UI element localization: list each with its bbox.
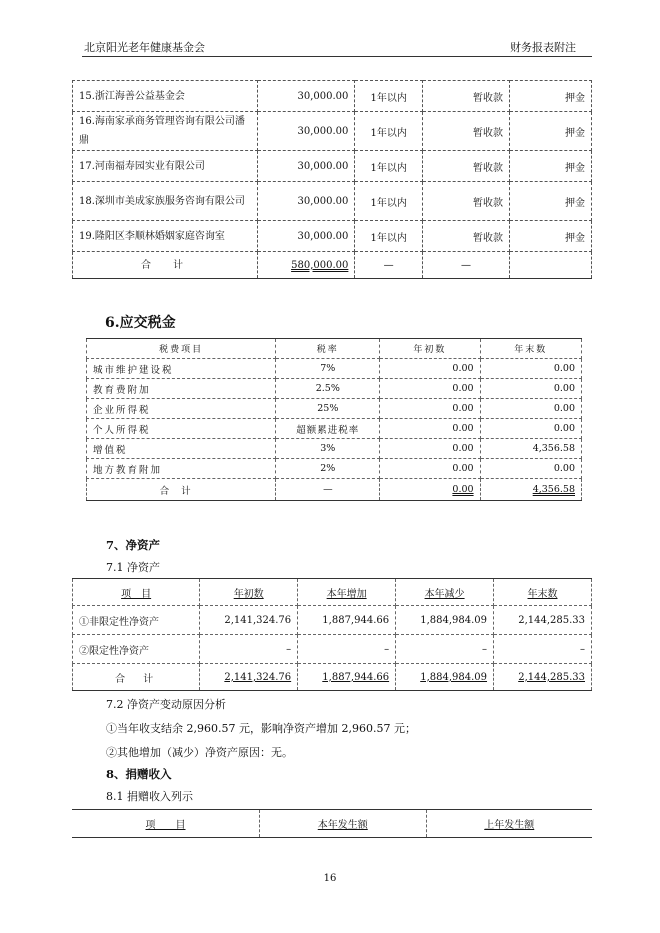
- receivable-type: 暂收款: [422, 182, 509, 221]
- column-header: [426, 810, 592, 838]
- net-asset-increase: 1,887,944.66: [298, 606, 396, 635]
- receivable-term: 1年以内: [355, 151, 423, 182]
- receivable-name: 18.深圳市美成家族服务咨询有限公司: [73, 182, 258, 221]
- header-divider: [82, 56, 592, 57]
- tax-total-end: 4,356.58: [480, 479, 581, 501]
- column-header: [72, 810, 260, 838]
- receivable-name: 19.隆阳区李顺林婚姻家庭咨询室: [73, 221, 258, 252]
- table-row: [87, 399, 582, 419]
- column-header-text: 本年减少: [424, 588, 465, 600]
- tax-end: 4,356.58: [480, 439, 581, 459]
- column-header: [494, 579, 592, 606]
- section-title-donations: 8、捐赠收入: [106, 767, 172, 781]
- column-header: 年末数: [480, 339, 581, 359]
- receivable-type: 暂收款: [422, 112, 509, 151]
- tax-total-label: 合计: [87, 479, 276, 501]
- table-row: [87, 379, 582, 399]
- tax-rate: 7%: [276, 359, 380, 379]
- tax-rate: 2.5%: [276, 379, 380, 399]
- column-header: 年初数: [380, 339, 480, 359]
- net-asset-total-end: 2,144,285.33: [494, 664, 592, 691]
- table-total-row: [87, 479, 582, 501]
- tax-rate: 超额累进税率: [276, 419, 380, 439]
- total-amount: 580,000.00: [257, 252, 354, 279]
- column-header-text: 本年增加: [326, 588, 367, 600]
- receivable-type: 暂收款: [422, 151, 509, 182]
- tax-item: 企业所得税: [87, 399, 276, 419]
- receivable-term: 1年以内: [355, 182, 423, 221]
- net-asset-begin: 2,141,324.76: [200, 606, 298, 635]
- column-header-text: 年初数: [233, 588, 264, 600]
- net-asset-end: 2,144,285.33: [494, 606, 592, 635]
- tax-rate: 25%: [276, 399, 380, 419]
- receivables-table: [72, 80, 592, 279]
- column-header-text: 项 目: [145, 820, 186, 831]
- receivable-amount: 30,000.00: [257, 182, 354, 221]
- table-row: [87, 419, 582, 439]
- tax-begin: 0.00: [380, 359, 480, 379]
- table-row: [73, 182, 592, 221]
- subsection-title-net-assets: 7.1 净资产: [106, 561, 160, 574]
- total-term: —: [355, 252, 423, 279]
- table-row: [73, 606, 592, 635]
- taxes-table: [86, 338, 582, 501]
- tax-total-rate: —: [276, 479, 380, 501]
- table-row: [73, 151, 592, 182]
- table-row: [73, 221, 592, 252]
- column-header: [73, 579, 200, 606]
- table-row: [73, 81, 592, 112]
- tax-item: 增值税: [87, 439, 276, 459]
- net-asset-increase: –: [298, 635, 396, 664]
- tax-begin: 0.00: [380, 379, 480, 399]
- tax-begin: 0.00: [380, 459, 480, 479]
- net-asset-item: ①非限定性净资产: [73, 606, 200, 635]
- receivable-term: 1年以内: [355, 112, 423, 151]
- section-title-taxes: 6.应交税金: [105, 315, 176, 331]
- table-row: [73, 635, 592, 664]
- analysis-item-2: ②其他增加（减少）净资产原因：无。: [106, 746, 293, 759]
- receivable-amount: 30,000.00: [257, 112, 354, 151]
- table-row: [87, 439, 582, 459]
- tax-rate: 2%: [276, 459, 380, 479]
- tax-end: 0.00: [480, 379, 581, 399]
- receivable-name: 16.海南家承商务管理咨询有限公司潘鼎: [73, 112, 258, 151]
- column-header: [396, 579, 494, 606]
- receivable-name: 15.浙江海善公益基金会: [73, 81, 258, 112]
- tax-end: 0.00: [480, 419, 581, 439]
- table-row: [87, 459, 582, 479]
- net-asset-begin: –: [200, 635, 298, 664]
- receivable-nature: 押金: [510, 221, 592, 252]
- net-asset-decrease: –: [396, 635, 494, 664]
- tax-rate: 3%: [276, 439, 380, 459]
- receivable-amount: 30,000.00: [257, 81, 354, 112]
- tax-end: 0.00: [480, 359, 581, 379]
- table-header-row: [72, 810, 592, 838]
- net-asset-total-begin: 2,141,324.76: [200, 664, 298, 691]
- table-row: [87, 359, 582, 379]
- table-header-row: [87, 339, 582, 359]
- column-header: 税率: [276, 339, 380, 359]
- receivable-nature: 押金: [510, 112, 592, 151]
- receivable-type: 暂收款: [422, 81, 509, 112]
- table-total-row: [73, 664, 592, 691]
- column-header-text: 本年发生额: [317, 820, 368, 831]
- net-asset-total-decrease: 1,884,984.09: [396, 664, 494, 691]
- column-header: [298, 579, 396, 606]
- tax-item: 教育费附加: [87, 379, 276, 399]
- net-asset-item: ②限定性净资产: [73, 635, 200, 664]
- table-row: [73, 112, 592, 151]
- section-title-net-assets: 7、净资产: [106, 538, 161, 552]
- net-asset-end: –: [494, 635, 592, 664]
- receivable-nature: 押金: [510, 182, 592, 221]
- net-asset-total-increase: 1,887,944.66: [298, 664, 396, 691]
- column-header: 税费项目: [87, 339, 276, 359]
- analysis-title: 7.2 净资产变动原因分析: [106, 698, 226, 711]
- total-label: 合 计: [73, 252, 258, 279]
- tax-end: 0.00: [480, 399, 581, 419]
- receivable-term: 1年以内: [355, 221, 423, 252]
- net-assets-table: [72, 578, 592, 691]
- tax-item: 地方教育附加: [87, 459, 276, 479]
- tax-begin: 0.00: [380, 419, 480, 439]
- total-nature: [510, 252, 592, 279]
- receivable-nature: 押金: [510, 81, 592, 112]
- subsection-title-donations: 8.1 捐赠收入列示: [106, 790, 193, 803]
- page-number: 16: [323, 873, 337, 884]
- column-header: [200, 579, 298, 606]
- net-asset-total-label: 合 计: [73, 664, 200, 691]
- tax-begin: 0.00: [380, 439, 480, 459]
- total-type: —: [422, 252, 509, 279]
- tax-item: 城市维护建设税: [87, 359, 276, 379]
- tax-total-begin: 0.00: [380, 479, 480, 501]
- donations-table: [72, 809, 592, 838]
- receivable-type: 暂收款: [422, 221, 509, 252]
- net-asset-decrease: 1,884,984.09: [396, 606, 494, 635]
- column-header: [260, 810, 427, 838]
- tax-begin: 0.00: [380, 399, 480, 419]
- analysis-item-1: ①当年收支结余 2,960.57 元，影响净资产增加 2,960.57 元；: [106, 722, 416, 735]
- receivable-term: 1年以内: [355, 81, 423, 112]
- receivable-amount: 30,000.00: [257, 221, 354, 252]
- receivable-name: 17.河南福寿园实业有限公司: [73, 151, 258, 182]
- column-header-text: 项 目: [121, 588, 152, 600]
- table-total-row: [73, 252, 592, 279]
- header-doc-title: 财务报表附注: [510, 41, 576, 54]
- tax-end: 0.00: [480, 459, 581, 479]
- table-header-row: [73, 579, 592, 606]
- receivable-nature: 押金: [510, 151, 592, 182]
- column-header-text: 年末数: [527, 588, 558, 600]
- tax-item: 个人所得税: [87, 419, 276, 439]
- column-header-text: 上年发生额: [484, 820, 535, 831]
- receivable-amount: 30,000.00: [257, 151, 354, 182]
- header-org: 北京阳光老年健康基金会: [84, 41, 205, 54]
